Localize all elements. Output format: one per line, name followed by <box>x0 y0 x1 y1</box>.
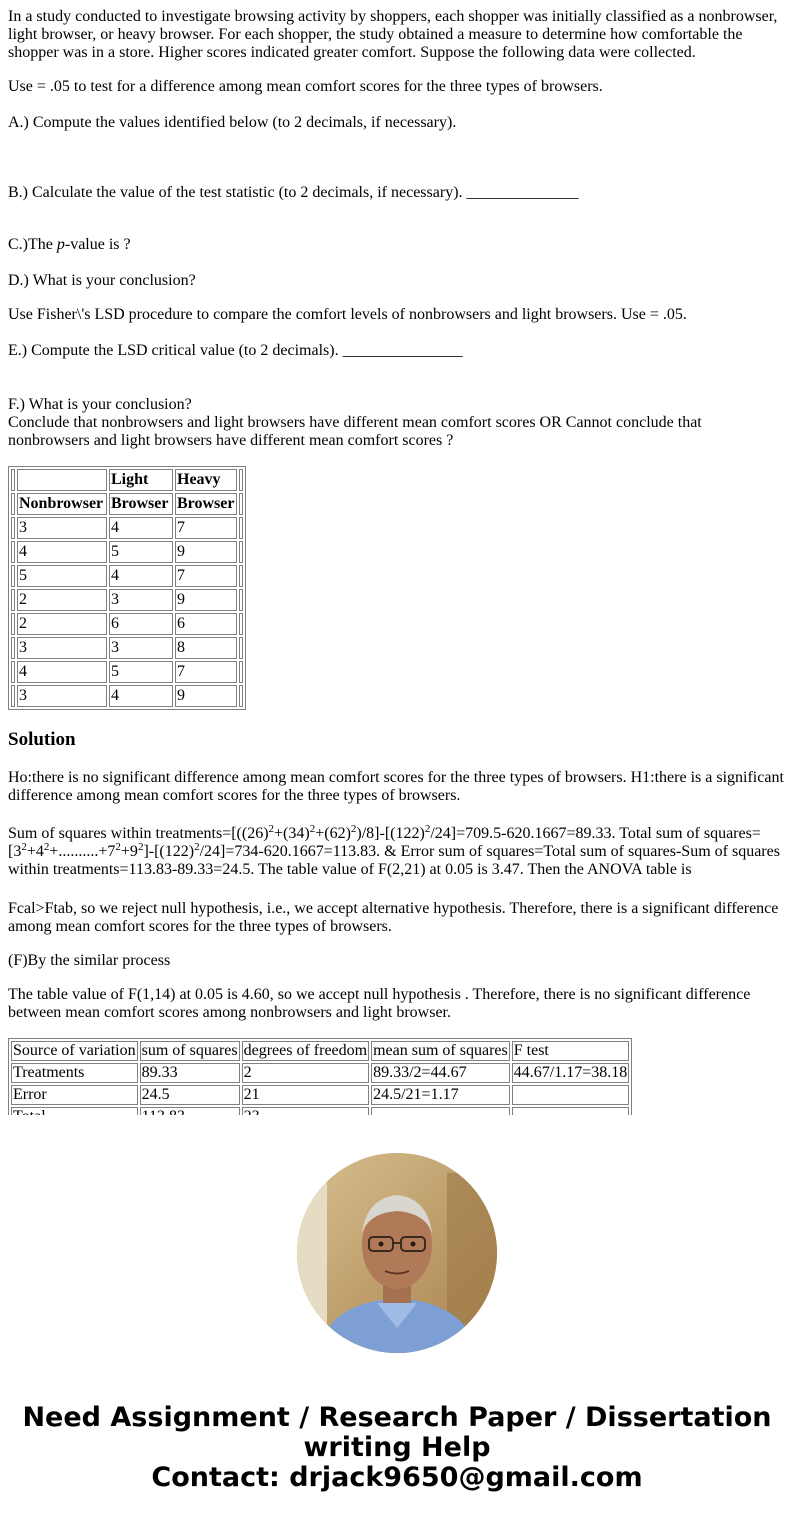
table-cell: 4 <box>109 685 173 707</box>
table-cell: 24.5/21=1.17 <box>371 1085 510 1105</box>
solution-hypotheses: Ho:there is no significant difference among mean comfort scores for the three types of browsers. H1:there is a significant difference among mean comfort scores for the three types of browsers. <box>8 769 784 804</box>
content-cutoff <box>0 1115 794 1145</box>
promo-banner <box>0 1403 794 1493</box>
table-cell: 4 <box>109 565 173 587</box>
table-cell: Error <box>11 1085 138 1105</box>
table-row <box>11 1085 629 1105</box>
header-cell: Source of variation <box>13 1042 136 1059</box>
question-part-e: E.) Compute the LSD critical value (to 2 decimals). _______________ <box>8 342 463 359</box>
table-row <box>11 517 243 539</box>
table-row <box>11 661 243 683</box>
table-cell: 3 <box>17 685 107 707</box>
table-cell <box>512 1085 629 1105</box>
table-cell: 3 <box>109 637 173 659</box>
table-row <box>11 613 243 635</box>
question-part-b: B.) Calculate the value of the test statistic (to 2 decimals, if necessary). ______________ <box>8 184 579 201</box>
table-cell: 5 <box>109 661 173 683</box>
table-row <box>11 1063 629 1083</box>
table-cell: 24.5 <box>140 1085 240 1105</box>
table-cell: 2 <box>17 589 107 611</box>
table-cell: 5 <box>17 565 107 587</box>
table-cell: 2 <box>17 613 107 635</box>
table-cell: 89.33/2=44.67 <box>371 1063 510 1083</box>
question-alpha: Use = .05 to test for a difference among mean comfort scores for the three types of browsers. <box>8 78 603 95</box>
table-cell: 3 <box>17 517 107 539</box>
header-cell: Light <box>109 469 173 491</box>
header-cell: Browser <box>109 493 173 515</box>
question-part-f: F.) What is your conclusion? <box>8 396 192 413</box>
question-part-c: C.)The p-value is ? <box>8 236 131 253</box>
table-row <box>11 469 243 491</box>
header-cell: F test <box>512 1041 629 1061</box>
table-cell: 7 <box>175 661 237 683</box>
table-cell: 3 <box>109 589 173 611</box>
table-cell: 6 <box>109 613 173 635</box>
solution-f-conclusion: The table value of F(1,14) at 0.05 is 4.60, so we accept null hypothesis . Therefore, there is no significant difference between mean comfort scores among nonbrowsers and light browser. <box>8 986 751 1021</box>
header-cell: Nonbrowser <box>17 493 107 515</box>
table-cell: 9 <box>175 589 237 611</box>
promo-line-1: Need Assignment / Research Paper / Dissertation <box>22 1402 772 1433</box>
table-cell: 2 <box>242 1063 370 1083</box>
solution-reject: Fcal>Ftab, so we reject null hypothesis, i.e., we accept alternative hypothesis. Therefore, there is a significant difference among mean comfort scores for the three types of browsers. <box>8 900 779 935</box>
table-cell: 7 <box>175 565 237 587</box>
question-part-d: D.) What is your conclusion? <box>8 272 196 289</box>
author-portrait-graphic <box>297 1153 497 1353</box>
promo-contact: Contact: drjack9650@gmail.com <box>151 1462 643 1493</box>
author-photo <box>297 1153 497 1353</box>
header-cell: degrees of freedom <box>243 1042 368 1059</box>
table-cell: 9 <box>175 685 237 707</box>
solution-f-similar: (F)By the similar process <box>8 952 171 969</box>
table-row <box>11 685 243 707</box>
table-row <box>11 1041 629 1061</box>
question-part-a: A.) Compute the values identified below (to 2 decimals, if necessary). <box>8 114 457 131</box>
header-cell: mean sum of squares <box>373 1042 508 1059</box>
table-row <box>11 541 243 563</box>
table-cell: 5 <box>109 541 173 563</box>
data-table <box>8 466 246 710</box>
header-cell: Heavy <box>175 469 237 491</box>
table-cell: 4 <box>109 517 173 539</box>
solution-calculation: Sum of squares within $treatments=[((26)^2+(34)^2+(62)^2)/8]-[(122)^2/24]=709.5-620.1667=89.33$. Total sum of $squares=[3^2+4^2+..........+7^2+9^2]-[(122)^2/24]=734-620.1667=113.83$. & Error sum of squares=Total sum of squares-Sum of squares within treatments=113.83-89.33=24.5. The table value of F(2,21) at 0.05 is 3.47. Then the ANOVA table is <box>8 823 780 878</box>
promo-line-2: writing Help <box>303 1432 491 1463</box>
question-intro: In a study conducted to investigate browsing activity by shoppers, each shopper was initially classified as a nonbrowser, light browser, or heavy browser. For each shopper, the study obtained a measure to determine how comfortable the shopper was in a store. Higher scores indicated greater comfort. Suppose the following data were collected. <box>8 8 778 61</box>
table-row <box>11 493 243 515</box>
table-row <box>11 565 243 587</box>
table-cell: Treatments <box>11 1063 138 1083</box>
table-row <box>11 637 243 659</box>
table-cell: 8 <box>175 637 237 659</box>
header-cell: sum of squares <box>141 1042 238 1059</box>
table-cell: 6 <box>175 613 237 635</box>
table-cell: 3 <box>17 637 107 659</box>
header-cell: Browser <box>175 493 237 515</box>
table-cell: 4 <box>17 661 107 683</box>
header-cell <box>17 469 107 491</box>
table-cell: 7 <box>175 517 237 539</box>
table-cell: 4 <box>17 541 107 563</box>
solution-heading: Solution <box>8 729 76 750</box>
table-cell: 21 <box>242 1085 370 1105</box>
question-part-f-options: Conclude that nonbrowsers and light browsers have different mean comfort scores OR Cannot conclude that nonbrowsers and light browsers have different mean comfort scores ? <box>8 414 702 449</box>
table-row <box>11 589 243 611</box>
question-fisher: Use Fisher\'s LSD procedure to compare the comfort levels of nonbrowsers and light browsers. Use = .05. <box>8 306 687 323</box>
table-cell: 89.33 <box>140 1063 240 1083</box>
table-cell: 9 <box>175 541 237 563</box>
table-cell: 44.67/1.17=38.18 <box>513 1064 628 1081</box>
